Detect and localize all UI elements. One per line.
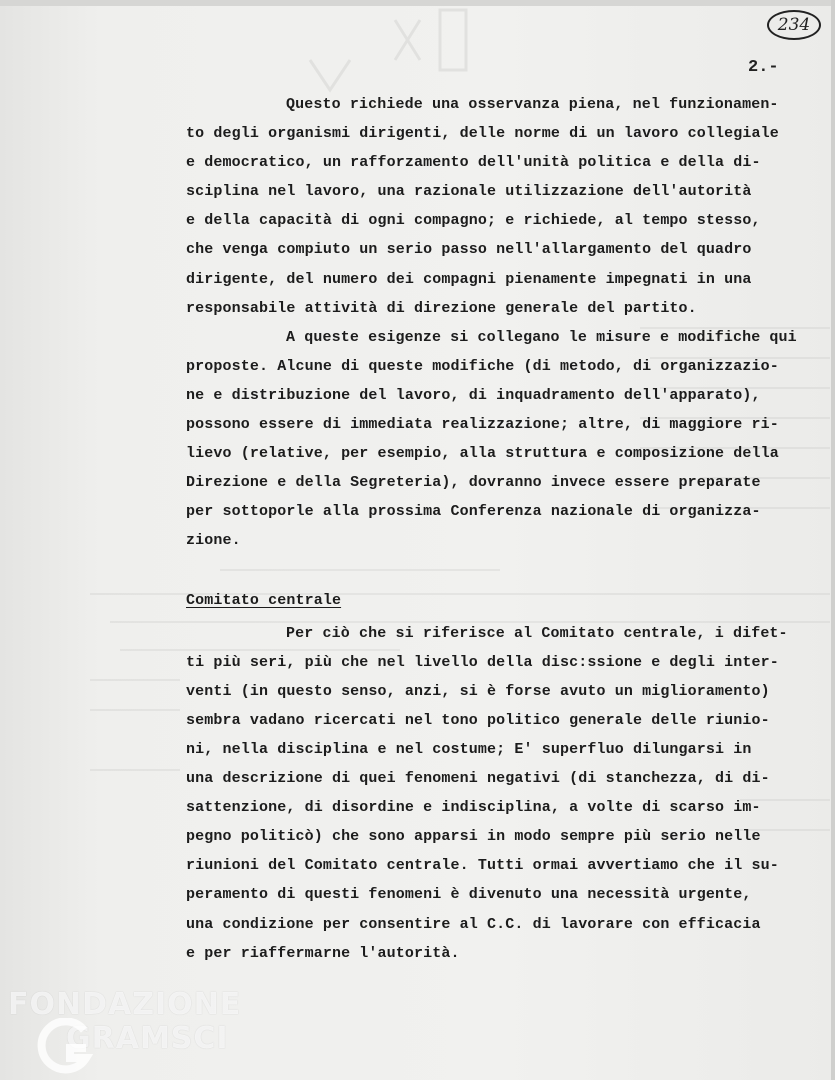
watermark-line-1: FONDAZIONE [8,987,242,1022]
text-line: e per riaffermarne l'autorità. [186,944,460,962]
text-line: per sottoporle alla prossima Conferenza nazionale di organizza- [186,503,761,521]
section-heading: Comitato centrale [186,591,342,609]
text-line: e democratico, un rafforzamento dell'unità politica e della di- [186,154,761,172]
document-body [186,90,835,968]
text-line: possono essere di immediata realizzazione; altre, di maggiore ri- [186,416,779,434]
paragraph-3 [186,619,835,968]
text-line: zione. [186,532,241,550]
text-line: dirigente, del numero dei compagni pienamente impegnati in una [186,270,752,288]
text-line: venti (in questo senso, anzi, si è forse avuto un miglioramento) [186,682,770,700]
text-line: lievo (relative, per esempio, alla struttura e composizione della [186,445,779,463]
text-line: e della capacità di ogni compagno; e richiede, al tempo stesso, [186,212,761,230]
archive-number-stamp: 234 [767,10,821,40]
text-line: responsabile attività di direzione generale del partito. [186,299,697,317]
text-line: A queste esigenze si collegano le misure e modifiche qui [286,328,797,346]
text-line: una descrizione di quei fenomeni negativi (di stanchezza, di di- [186,770,770,788]
text-line: Direzione e della Segreteria), dovranno invece essere preparate [186,474,761,492]
fondazione-gramsci-watermark [8,987,242,1056]
fondazione-gramsci-logo-icon [36,1018,96,1074]
watermark-line-2: GRAMSCI [66,1021,229,1056]
text-line: Per ciò che si riferisce al Comitato centrale, i difet- [286,624,788,642]
text-line: proposte. Alcune di queste modifiche (di metodo, di organizzazio- [186,357,779,375]
text-line: sattenzione, di disordine e indisciplina, a volte di scarso im- [186,799,761,817]
text-line: riunioni del Comitato centrale. Tutti ormai avvertiamo che il su- [186,857,779,875]
text-line: ti più seri, più che nel livello della disc:ssione e degli inter- [186,653,779,671]
text-line: sciplina nel lavoro, una razionale utilizzazione dell'autorità [186,183,752,201]
paragraph-2 [186,323,835,556]
text-line: che venga compiuto un serio passo nell'allargamento del quadro [186,241,752,259]
text-line: Questo richiede una osservanza piena, nel funzionamen- [286,96,779,113]
paragraph-1 [186,90,835,323]
section-spacer [186,556,835,586]
text-line: to degli organismi dirigenti, delle norme di un lavoro collegiale [186,125,779,143]
text-line: ne e distribuzione del lavoro, di inquadramento dell'apparato), [186,386,761,404]
text-line: una condizione per consentire al C.C. di lavorare con efficacia [186,915,761,933]
text-line: sembra vadano ricercati nel tono politico generale delle riunio- [186,711,770,729]
text-line: ni, nella disciplina e nel costume; E' superfluo dilungarsi in [186,740,752,758]
page-number: 2.- [748,58,779,77]
text-line: pegno politicò) che sono apparsi in modo sempre più serio nelle [186,828,761,846]
text-line: peramento di questi fenomeni è divenuto una necessità urgente, [186,886,752,904]
